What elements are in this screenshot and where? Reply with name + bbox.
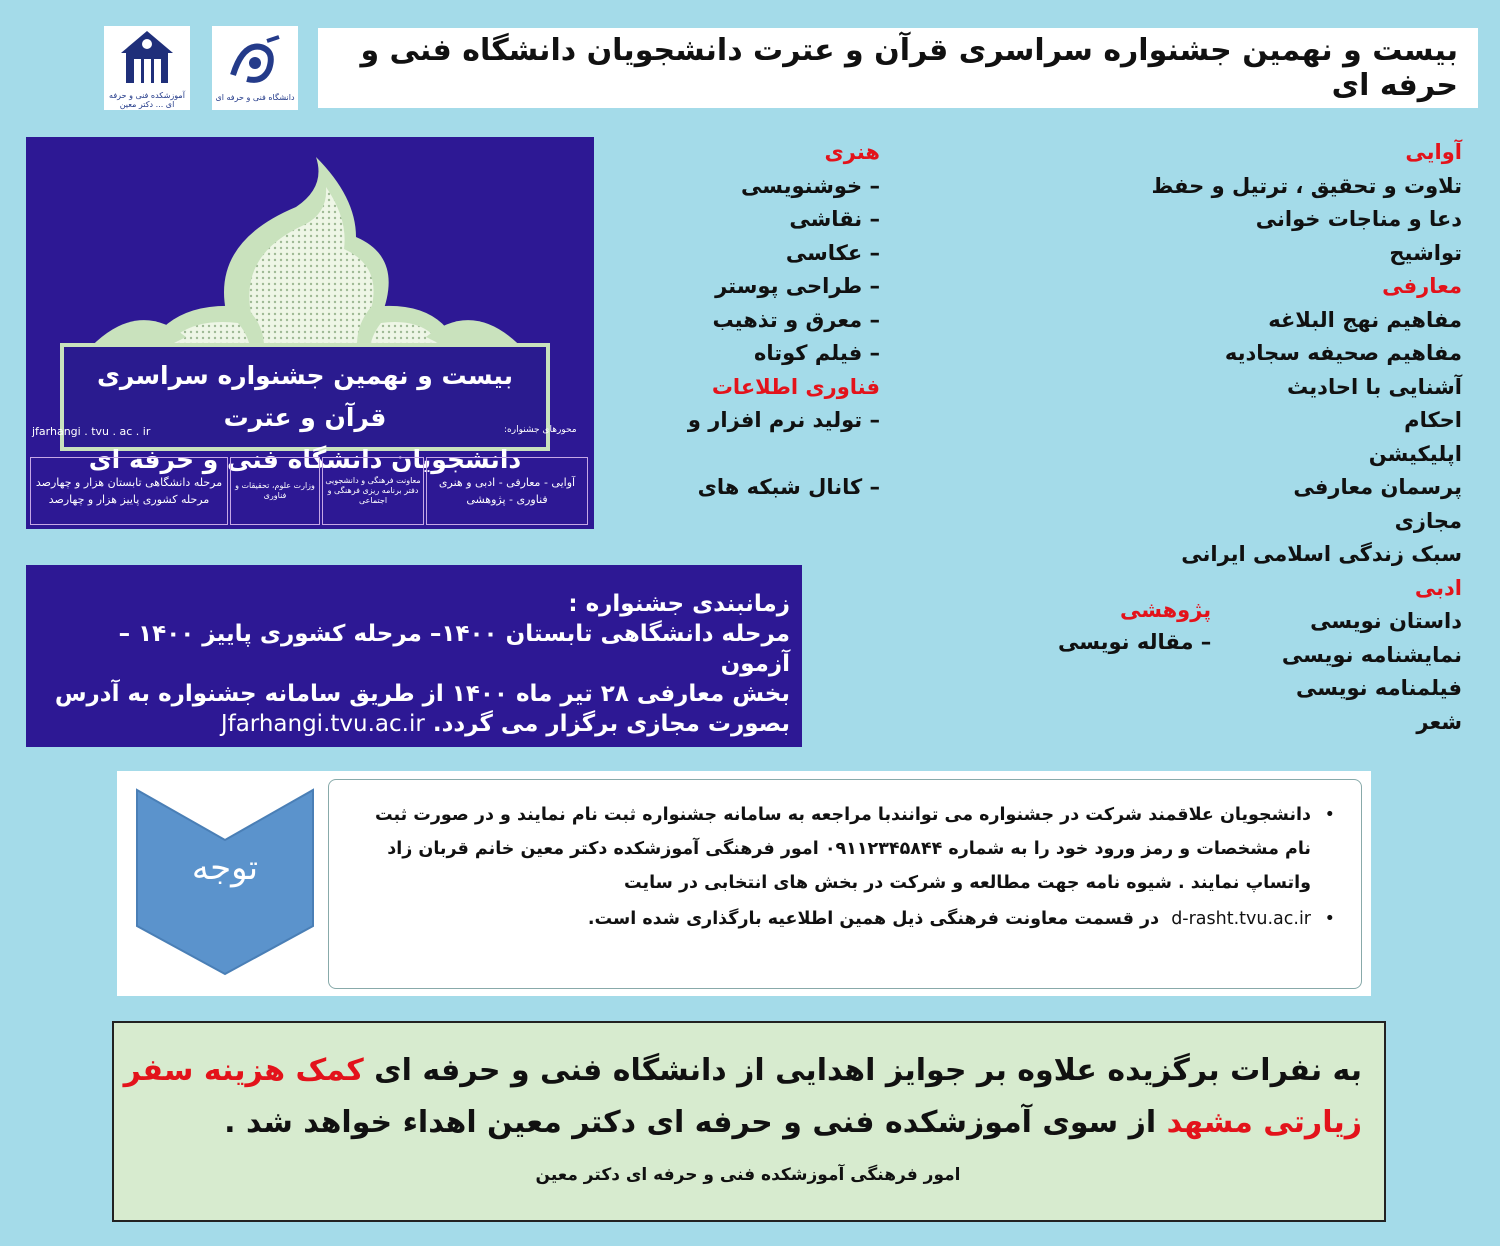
prize-line2: زیارتی مشهد از سوی آموزشکده فنی و حرفه ای دکتر معین اهداء خواهد شد . [224,1105,1362,1140]
category-right-item: دعا و مناجات خوانی [1255,207,1462,231]
category-right-item: تلاوت و تحقیق ، ترتیل و حفظ [1151,173,1462,198]
category-right-item: سبک زندگی اسلامی ایرانی [1181,542,1462,566]
category-right-heading: آوایی [1405,140,1462,164]
schedule-line3-end: بصورت مجازی برگزار می گردد. [432,711,790,737]
category-right-item: فیلمنامه نویسی [1295,676,1462,700]
prize-signature: امور فرهنگی آموزشکده فنی و حرفه ای دکتر معین [535,1165,961,1185]
logo-moein-caption: آموزشکده فنی و حرفه ای ... دکتر معین [109,91,185,109]
notice-badge-label: توجه [191,848,259,888]
category-middle-item: – فیلم کوتاه [753,341,880,365]
tvu-emblem-icon [223,35,287,91]
poster-axes-label: محورهای جشنواره: [504,425,577,435]
festival-poster [26,137,594,529]
category-research-heading: پژوهشی [1120,598,1212,622]
poster-cell-axes: آوایی - معارفی - ادبی و هنری فناوری - پژوهشی [426,457,588,525]
category-right-heading: معارفی [1382,274,1462,298]
category-right-item: آشنایی با احادیث [1287,374,1462,399]
page-title: بیست و نهمین جشنواره سراسری قرآن و عترت دانشجویان دانشگاه فنی و حرفه ای [360,33,1458,103]
category-right-item: نمایشنامه نویسی [1281,642,1462,667]
category-right-item: تواشیح [1389,240,1462,265]
logo-tvu-caption: دانشگاه فنی و حرفه ای [215,92,295,102]
header-banner [318,28,1478,108]
category-middle-item: – طراحی پوستر [715,274,880,298]
prize-highlight-1: کمک هزینه سفر [123,1053,364,1088]
poster-title-line2: دانشجویان دانشگاه فنی و حرفه ای [88,445,522,474]
poster-cell-stages: مرحله دانشگاهی تابستان هزار و چهارصد مرحله کشوری پاییز هزار و چهارصد [30,457,228,525]
category-middle-item: – معرق و تذهیب [712,307,880,332]
category-middle-item: – نقاشی [789,207,880,231]
schedule-line3 [42,709,790,739]
house-logo-icon [117,27,177,89]
category-middle-item: – عکاسی [785,240,880,265]
category-right-heading: ادبی [1414,575,1462,600]
schedule-line2: بخش معارفی ۲۸ تیر ماه ۱۴۰۰ از طریق سامانه جشنواره به آدرس [54,681,790,707]
poster-title-line1: بیست و نهمین جشنواره سراسری قرآن و عترت [96,361,513,432]
logo-moein [104,26,190,110]
category-middle-heading: فناوری اطلاعات [711,374,880,399]
category-right-item: شعر [1416,709,1462,734]
schedule-line1: مرحله دانشگاهی تابستان ۱۴۰۰– مرحله کشوری پاییز ۱۴۰۰ – آزمون [118,621,790,677]
notice-box [328,779,1362,989]
category-list-middle [687,136,880,505]
schedule-heading: زمانبندی جشنواره : [568,591,790,617]
category-middle-heading: هنری [824,140,880,164]
category-middle-item: – خوشنویسی [740,173,880,198]
prize-line1: به نفرات برگزیده علاوه بر جوایز اهدایی از دانشگاه فنی و حرفه ای کمک هزینه سفر [123,1053,1362,1088]
schedule-box [26,565,802,747]
logo-tvu [212,26,298,110]
category-right-item: مفاهیم صحیفه سجادیه [1224,341,1462,365]
category-research-item: – مقاله نویسی [1058,630,1212,654]
notice-text [349,798,1339,936]
prize-highlight-2: زیارتی مشهد [1166,1105,1362,1140]
notice-bullet-2: • d-rasht.tvu.ac.ir در قسمت معاونت فرهنگی ذیل همین اطلاعیه بارگذاری شده است. [349,902,1311,936]
category-right-item: مجازی [1394,508,1462,533]
category-right-item: پرسمان معارفی [1293,475,1462,499]
category-right-item: احکام [1404,408,1462,432]
category-right-item: مفاهیم نهج البلاغه [1268,307,1462,332]
notice-url-link[interactable]: d-rasht.tvu.ac.ir [1171,909,1311,929]
poster-url: jfarhangi . tvu . ac . ir [32,425,151,438]
category-middle-item [690,438,880,472]
poster-cell-deputy: معاونت فرهنگی و دانشجویی دفتر برنامه ریزی فرهنگی و اجتماعی [322,457,424,525]
prize-box [112,1021,1386,1222]
schedule-url-link[interactable]: Jfarhangi.tvu.ac.ir [220,711,425,737]
category-middle-item: – تولید نرم افزار و [687,408,880,432]
notice-bullet-1: • دانشجویان علاقمند شرکت در جشنواره می توانندبا مراجعه به سامانه جشنواره ثبت نام نمایند و در صورت ثبت نام مشخصات و رمز ورود خود را به شماره ۰۹۱۱۲۳۴۵۸۴۴ امور فرهنگی آموزشکده دکتر معین خانم قربان زاد واتساپ نمایند . شیوه نامه جهت مطالعه و شرکت در بخش های انتخابی در سایت [374,805,1335,893]
category-middle-item: – کانال شبکه های [697,475,880,499]
poster-cell-ministry: وزارت علوم، تحقیقات و فناوری [230,457,320,525]
category-right-item: اپلیکیشن [1368,441,1462,466]
category-right-item: داستان نویسی [1310,609,1462,633]
